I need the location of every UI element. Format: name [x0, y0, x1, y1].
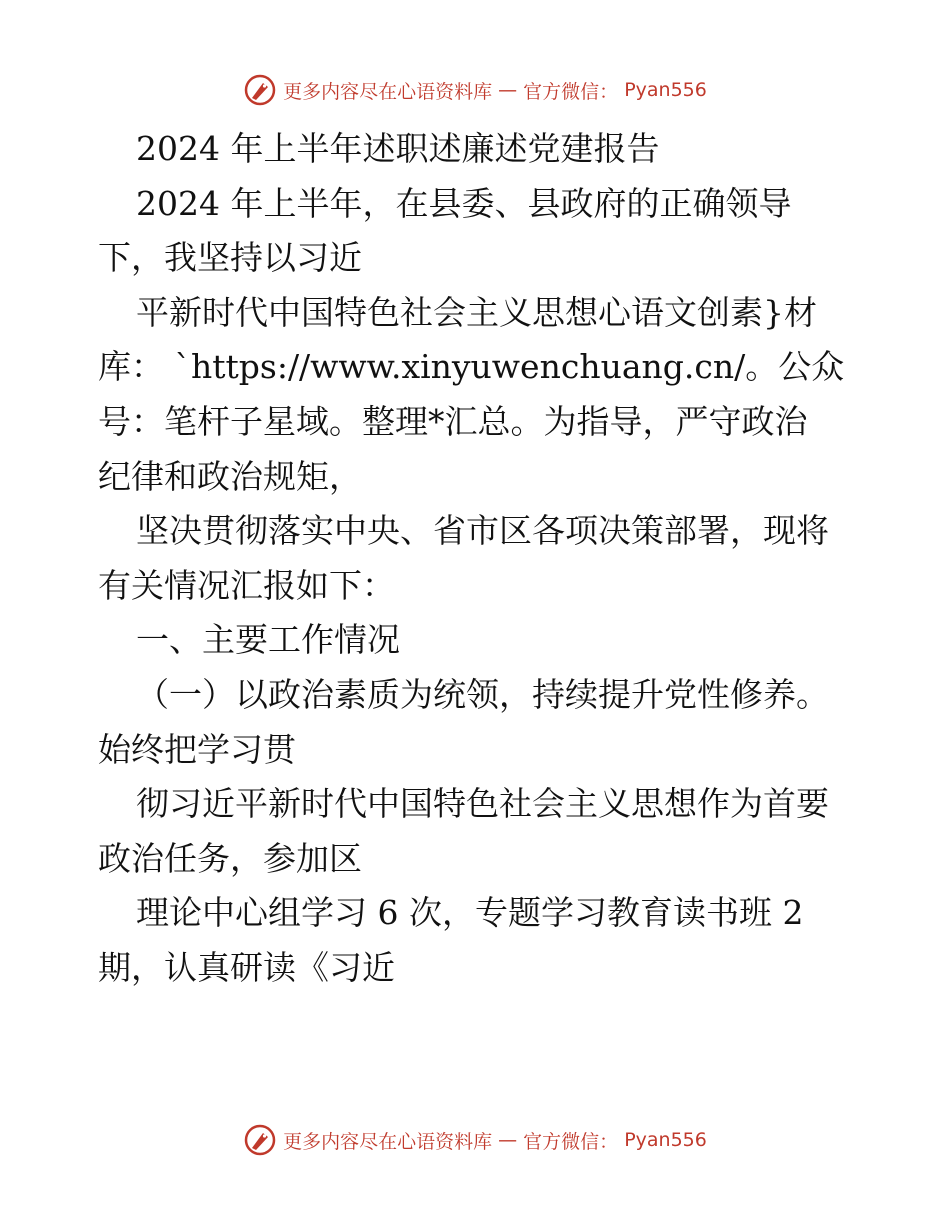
watermark-separator: —: [498, 1129, 518, 1151]
watermark-wechat-id: Pyan556: [624, 1129, 707, 1151]
paragraph-line: 期，认真研读《习近: [98, 947, 395, 987]
paragraph-line: 平新时代中国特色社会主义思想心语文创素}材: [136, 292, 817, 332]
paragraph-line: 库： `https://www.xinyuwenchuang.cn/。公众: [98, 347, 845, 387]
subsection-heading: （一）以政治素质为统领，持续提升党性修养。: [136, 674, 829, 714]
paragraph-line: 下，我坚持以习近: [98, 238, 362, 278]
watermark-brand: 更多内容尽在心语资料库: [283, 1130, 493, 1153]
paragraph-line: 号：笔杆子星域。整理*汇总。为指导，严守政治: [98, 401, 808, 441]
watermark-brand: 更多内容尽在心语资料库: [283, 80, 493, 103]
paragraph-line: 始终把学习贯: [98, 729, 296, 769]
watermark-wechat-label: 官方微信：: [523, 80, 619, 103]
document-title: 2024 年上半年述职述廉述党建报告: [136, 129, 660, 168]
section-heading: 一、主要工作情况: [136, 620, 400, 660]
watermark-header: [0, 70, 950, 110]
paragraph-line: 政治任务，参加区: [98, 838, 362, 878]
paragraph-line: 有关情况汇报如下：: [98, 565, 395, 605]
pen-nib-logo-icon: [243, 73, 277, 107]
paragraph-line: 纪律和政治规矩，: [98, 456, 362, 496]
paragraph-line: 坚决贯彻落实中央、省市区各项决策部署，现将: [136, 511, 829, 551]
watermark-wechat-label: 官方微信：: [523, 1130, 619, 1153]
paragraph-line: 彻习近平新时代中国特色社会主义思想作为首要: [136, 784, 829, 824]
watermark-separator: —: [498, 79, 518, 101]
watermark-footer: [0, 1120, 950, 1160]
paragraph-line: 理论中心组学习 6 次，专题学习教育读书班 2: [136, 893, 804, 933]
pen-nib-logo-icon: [243, 1123, 277, 1157]
watermark-wechat-id: Pyan556: [624, 79, 707, 101]
document-body: [98, 122, 858, 996]
paragraph-line: 2024 年上半年，在县委、县政府的正确领导: [136, 183, 792, 223]
